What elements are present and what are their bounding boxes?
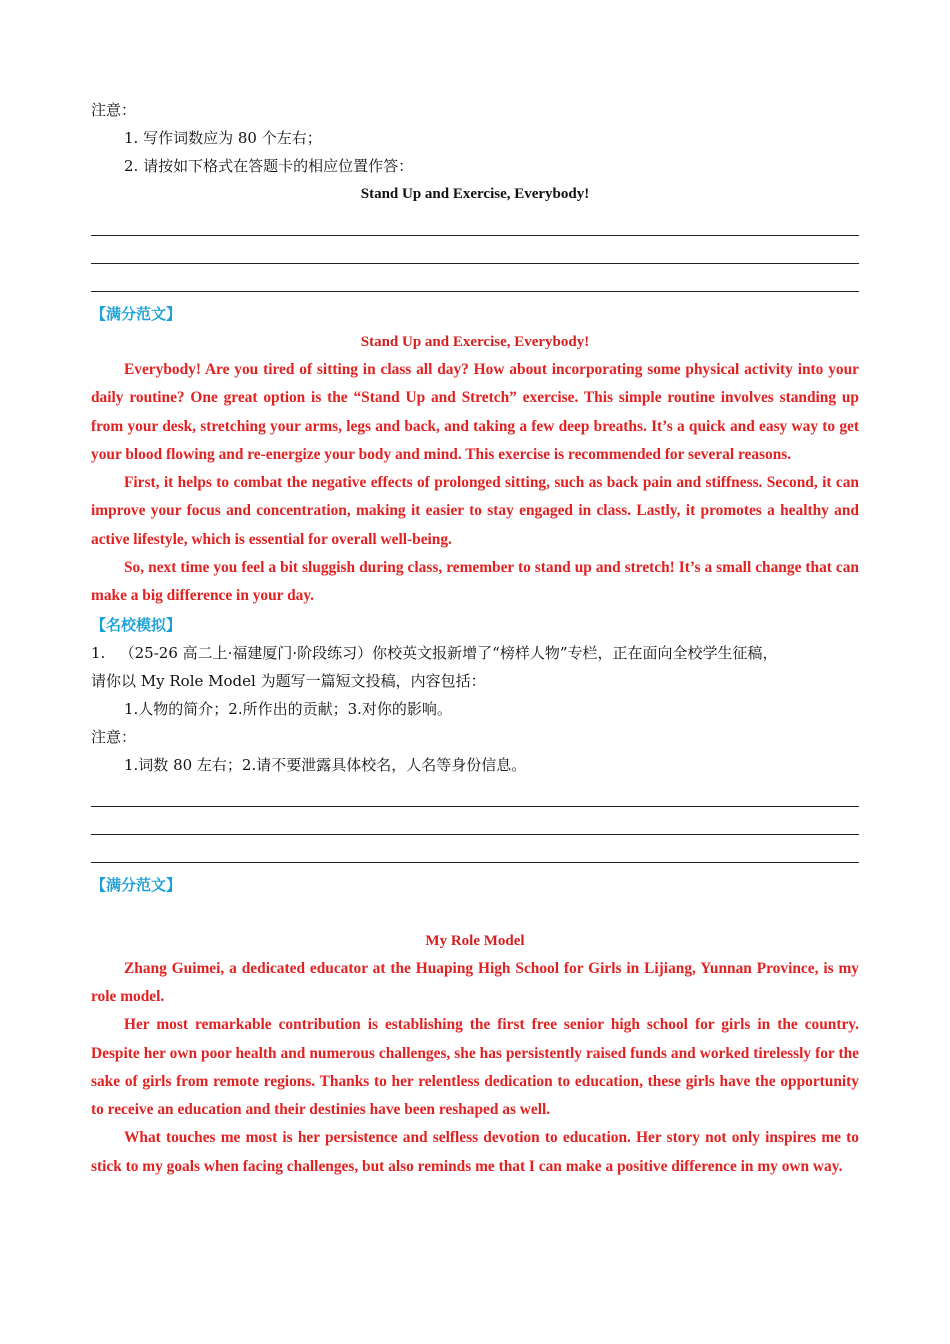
model-essay-1-paragraph: First, it helps to combat the negative effects of prolonged sitting, such as back pain and stiffness. Second, it can improve your focus and concentration, making it easier to stay engaged in class. Lastly, it promotes a healthy and active lifestyle, which is essential for overall well-being. [91,474,859,548]
notice-label: 注意： [91,101,137,119]
section-label-model-essay-1: 【满分范文】 [91,305,182,323]
notice-item-format: 2. 请按如下格式在答题卡的相应位置作答： [124,157,414,175]
question-notice-label: 注意： [91,727,137,746]
answer-lines-1 [91,208,859,292]
model-essay-2-paragraph: Her most remarkable contribution is establishing the first free senior high school for girls in the country. Despite her own poor health and numerous challenges, she has persistently raised funds and worked tirelessly for the sake of girls from remote regions. Thanks to her relentless dedication to education, these girls have the opportunity to receive an education and their destinies have been reshaped as well. [91,1016,859,1119]
question-line-1: 1. （25-26 高二上·福建厦门·阶段练习）你校英文报新增了“榜样人物”专栏，正在面向全校学生征稿， [91,643,778,662]
model-essay-1-title: Stand Up and Exercise, Everybody! [360,334,590,350]
answer-line [91,236,859,264]
model-essay-2-paragraph: What touches me most is her persistence and selfless devotion to education. Her story not only inspires me to stick to my goals when facing challenges, but also reminds me that I can make a positive difference in my own way. [91,1129,859,1175]
answer-lines-2 [91,779,859,863]
model-essay-1-paragraph: Everybody! Are you tired of sitting in class all day? How about incorporating some physical activity into your daily routine? One great option is the “Stand Up and Stretch” exercise. This simple routine involves standing up from your desk, stretching your arms, legs and back, and taking a few deep breaths. It’s a quick and easy way to get your blood flowing and re-energize your body and mind. This exercise is recommended for several reasons. [91,361,859,463]
answer-line [91,264,859,292]
model-essay-2-paragraph: Zhang Guimei, a dedicated educator at the Huaping High School for Girls in Lijiang, Yunnan Province, is my role model. [91,959,859,1005]
model-essay-1-paragraph: So, next time you feel a bit sluggish during class, remember to stand up and stretch! It’s a small change that can make a big difference in your day. [91,559,859,605]
question-line-2: 请你以 My Role Model 为题写一篇短文投稿，内容包括： [91,671,486,690]
model-essay-2-title: My Role Model [425,932,525,949]
question-content-points: 1.人物的简介；2.所作出的贡献；3.对你的影响。 [124,699,452,718]
section-label-mock-exam: 【名校模拟】 [91,615,182,634]
notice-item-word-count: 1. 写作词数应为 80 个左右； [124,129,322,147]
answer-line [91,779,859,807]
answer-line [91,807,859,835]
document-page [91,96,859,1181]
section-label-model-essay-2: 【满分范文】 [91,875,182,894]
question-notice-text: 1.词数 80 左右；2.请不要泄露具体校名，人名等身份信息。 [124,755,527,774]
prompt-title: Stand Up and Exercise, Everybody! [360,186,590,202]
answer-line [91,208,859,236]
answer-line [91,835,859,863]
